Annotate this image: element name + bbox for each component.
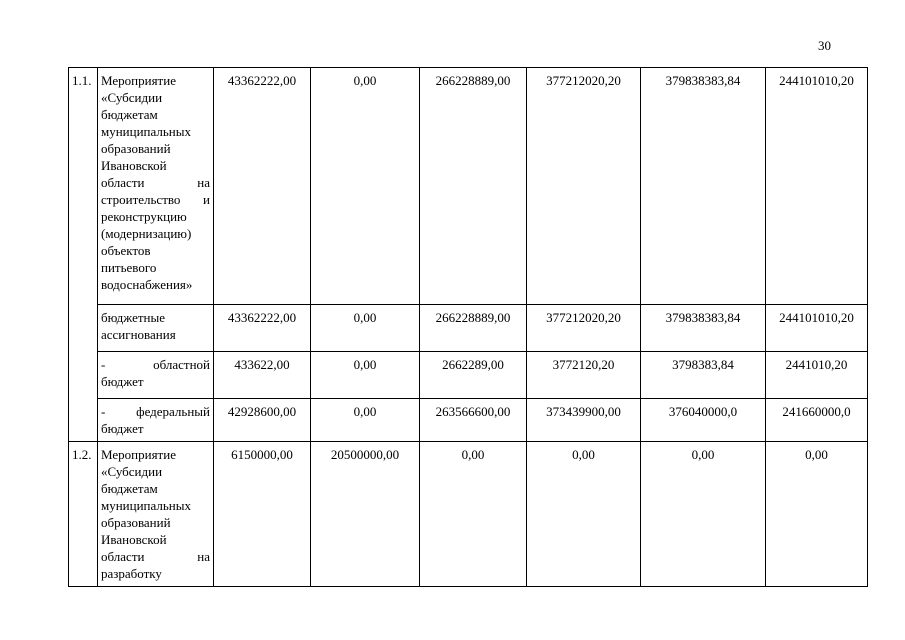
- description-line: питьевого: [101, 260, 157, 275]
- value-cell: 0,00: [311, 399, 420, 442]
- value-cell: 42928600,00: [214, 399, 311, 442]
- description-line: (модернизацию): [101, 226, 192, 241]
- row-description: [98, 305, 214, 352]
- description-line: области на: [101, 549, 210, 564]
- row-index: [69, 352, 98, 399]
- description-line: образований: [101, 141, 171, 156]
- row-index: 1.1.: [69, 68, 98, 305]
- table-row: [69, 305, 868, 352]
- value-cell: 263566600,00: [420, 399, 527, 442]
- description-line: бюджетам: [101, 481, 158, 496]
- description-line: строительство и: [101, 192, 210, 207]
- description-line: бюджетные: [101, 310, 166, 325]
- value-cell: 0,00: [311, 68, 420, 305]
- value-cell: 0,00: [311, 305, 420, 352]
- value-cell: 377212020,20: [527, 305, 641, 352]
- row-description: [98, 352, 214, 399]
- row-index: 1.2.: [69, 442, 98, 587]
- value-cell: 0,00: [527, 442, 641, 587]
- value-cell: 266228889,00: [420, 68, 527, 305]
- row-description: [98, 68, 214, 305]
- description-line: Ивановской: [101, 532, 167, 547]
- row-index: [69, 399, 98, 442]
- value-cell: 241660000,0: [766, 399, 868, 442]
- table-row: [69, 68, 868, 305]
- page-number: 30: [818, 38, 831, 53]
- description-line: водоснабжения»: [101, 277, 193, 292]
- table-row: [69, 442, 868, 587]
- description-line: ассигнования: [101, 327, 176, 342]
- value-cell: 433622,00: [214, 352, 311, 399]
- description-line: бюджет: [101, 374, 144, 389]
- description-line: разработку: [101, 566, 162, 581]
- value-cell: 376040000,0: [641, 399, 766, 442]
- row-index: [69, 305, 98, 352]
- value-cell: 43362222,00: [214, 305, 311, 352]
- description-line: муниципальных: [101, 124, 192, 139]
- description-line: муниципальных: [101, 498, 192, 513]
- description-line: Мероприятие: [101, 447, 176, 462]
- description-line: - федеральный: [101, 404, 210, 419]
- description-line: образований: [101, 515, 171, 530]
- description-line: Мероприятие: [101, 73, 176, 88]
- value-cell: 43362222,00: [214, 68, 311, 305]
- value-cell: 2441010,20: [766, 352, 868, 399]
- value-cell: 373439900,00: [527, 399, 641, 442]
- value-cell: 379838383,84: [641, 305, 766, 352]
- value-cell: 2662289,00: [420, 352, 527, 399]
- table-row: [69, 352, 868, 399]
- value-cell: 244101010,20: [766, 68, 868, 305]
- value-cell: 6150000,00: [214, 442, 311, 587]
- value-cell: 0,00: [766, 442, 868, 587]
- description-line: «Субсидии: [101, 464, 163, 479]
- value-cell: 266228889,00: [420, 305, 527, 352]
- value-cell: 244101010,20: [766, 305, 868, 352]
- description-line: объектов: [101, 243, 151, 258]
- value-cell: 0,00: [311, 352, 420, 399]
- value-cell: 20500000,00: [311, 442, 420, 587]
- value-cell: 0,00: [420, 442, 527, 587]
- description-line: реконструкцию: [101, 209, 187, 224]
- description-line: области на: [101, 175, 210, 190]
- table-row: [69, 399, 868, 442]
- value-cell: 3772120,20: [527, 352, 641, 399]
- value-cell: 377212020,20: [527, 68, 641, 305]
- value-cell: 379838383,84: [641, 68, 766, 305]
- row-description: [98, 399, 214, 442]
- description-line: бюджетам: [101, 107, 158, 122]
- value-cell: 0,00: [641, 442, 766, 587]
- description-line: «Субсидии: [101, 90, 163, 105]
- budget-table: [68, 67, 868, 587]
- description-line: бюджет: [101, 421, 144, 436]
- description-line: Ивановской: [101, 158, 167, 173]
- row-description: [98, 442, 214, 587]
- description-line: - областной: [101, 357, 210, 372]
- value-cell: 3798383,84: [641, 352, 766, 399]
